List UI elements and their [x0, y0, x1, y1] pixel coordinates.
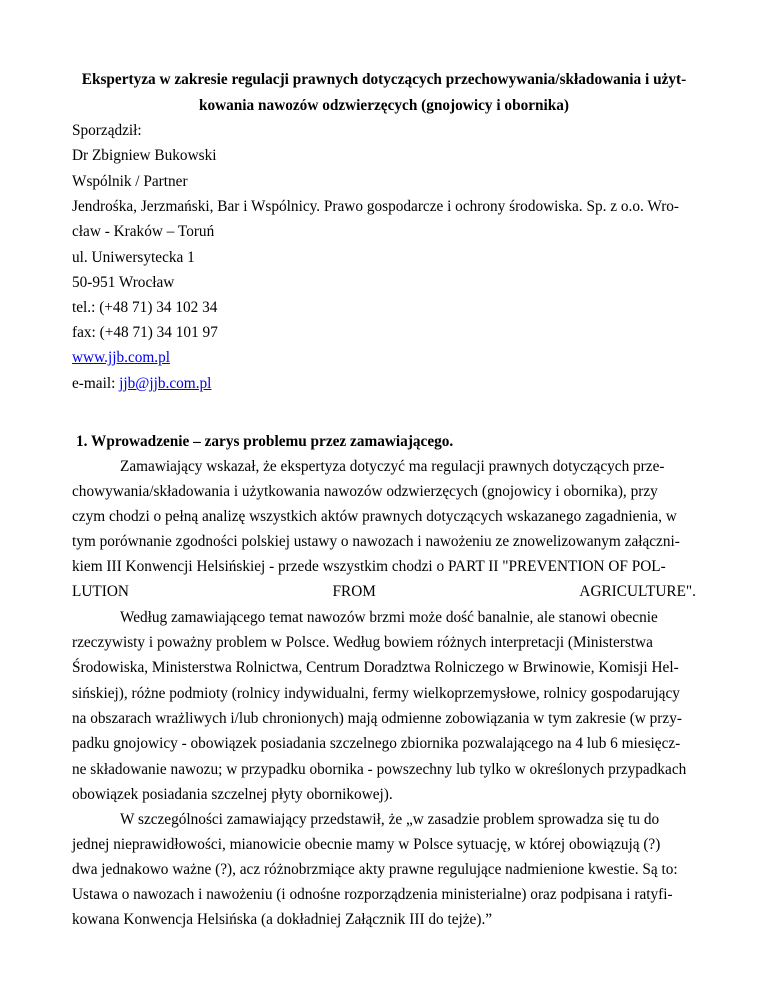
paragraph-line: kowana Konwencja Helsińska (a dokładniej Załącznik III do tejże).”: [72, 911, 493, 928]
firm-line-1-text: Jendrośka, Jerzmański, Bar i Wspólnicy. Prawo gospodarcze i ochrony środowiska. Sp. z o.o. Wro-: [72, 198, 680, 215]
prepared-by-label: Sporządził:: [72, 122, 142, 139]
paragraph-line: ne składowanie nawozu; w przypadku obornika - powszechny lub tylko w określonych przypadkach: [72, 761, 687, 778]
paragraph-line: Ustawa o nawozach i nawożeniu (i odnośne rozporządzenia ministerialne) oraz podpisana i ratyfi-: [72, 886, 673, 903]
email-link[interactable]: jjb@jjb.com.pl: [119, 375, 212, 392]
paragraph-line: W szczególności zamawiający przedstawił, że „w zasadzie problem sprowadza się tu do: [120, 811, 660, 828]
firm-line-1: [72, 197, 696, 217]
paragraph-line: chowywania/składowania i użytkowania nawozów odzwierzęcych (gnojowicy i obornika), przy: [72, 483, 658, 500]
section-heading: 1. Wprowadzenie – zarys problemu przez zamawiającego.: [76, 433, 454, 450]
paragraph-line: tym porównanie zgodności polskiej ustawy o nawozach i nawożeniu ze znowelizowanym załączni-: [72, 533, 680, 550]
street-address: ul. Uniwersytecka 1: [72, 249, 195, 266]
author-name: Dr Zbigniew Bukowski: [72, 147, 217, 164]
justified-word: AGRICULTURE".: [579, 583, 696, 600]
firm-line-2: cław - Kraków – Toruń: [72, 223, 215, 240]
paragraph-line: Według zamawiającego temat nawozów brzmi może dość banalnie, ale stanowi obecnie: [120, 609, 658, 626]
paragraph-line: sińskiej), różne podmioty (rolnicy indywidualni, fermy wielkoprzemysłowe, rolnicy gospodarujący: [72, 685, 680, 702]
fax: fax: (+48 71) 34 101 97: [72, 324, 218, 341]
paragraph-last-line: [72, 582, 696, 602]
website-link[interactable]: www.jjb.com.pl: [72, 349, 171, 366]
website-row: [72, 348, 696, 368]
telephone: tel.: (+48 71) 34 102 34: [72, 299, 218, 316]
paragraph-line: dwa jednakowo ważne (?), acz różnobrzmiące akty prawne regulujące nadmienione kwestie. Są to:: [72, 861, 678, 878]
city-address: 50-951 Wrocław: [72, 274, 175, 291]
document-title-line-1: Ekspertyza w zakresie regulacji prawnych dotyczących przechowywania/składowania i użyt-: [81, 71, 687, 88]
document-title-line-2: kowania nawozów odzwierzęcych (gnojowicy i obornika): [198, 97, 570, 114]
paragraph-line: kiem III Konwencji Helsińskiej - przede wszystkim chodzi o PART II "PREVENTION OF POL-: [72, 558, 666, 575]
email-label: e-mail:: [72, 375, 120, 392]
paragraph-line: jednej nieprawidłowości, mianowicie obecnie mamy w Polsce sytuację, w której obowiązują (?): [72, 836, 661, 853]
justified-word: FROM: [332, 583, 376, 600]
paragraph-line: rzeczywisty i poważny problem w Polsce. Według bowiem różnych interpretacji (Ministerstwa: [72, 634, 653, 651]
paragraph-line: czym chodzi o pełną analizę wszystkich aktów prawnych dotyczących wskazanego zagadnienia, w: [72, 508, 677, 525]
paragraph-line: padku gnojowicy - obowiązek posiadania szczelnego zbiornika pozwalającego na 4 lub 6 miesięcz-: [72, 735, 681, 752]
paragraph-line: Zamawiający wskazał, że ekspertyza dotyczyć ma regulacji prawnych dotyczących prze-: [120, 458, 665, 475]
email-row: [72, 374, 696, 394]
paragraph-line: Środowiska, Ministerstwa Rolnictwa, Centrum Doradztwa Rolniczego w Brwinowie, Komisji Hel-: [72, 659, 679, 676]
author-role: Wspólnik / Partner: [72, 173, 188, 190]
justified-word: LUTION: [72, 583, 129, 600]
paragraph-line: obowiązek posiadania szczelnej płyty obornikowej).: [72, 786, 393, 803]
paragraph-line: na obszarach wrażliwych i/lub chronionych) mają odmienne zobowiązania w tym zakresie (w przy-: [72, 710, 682, 727]
